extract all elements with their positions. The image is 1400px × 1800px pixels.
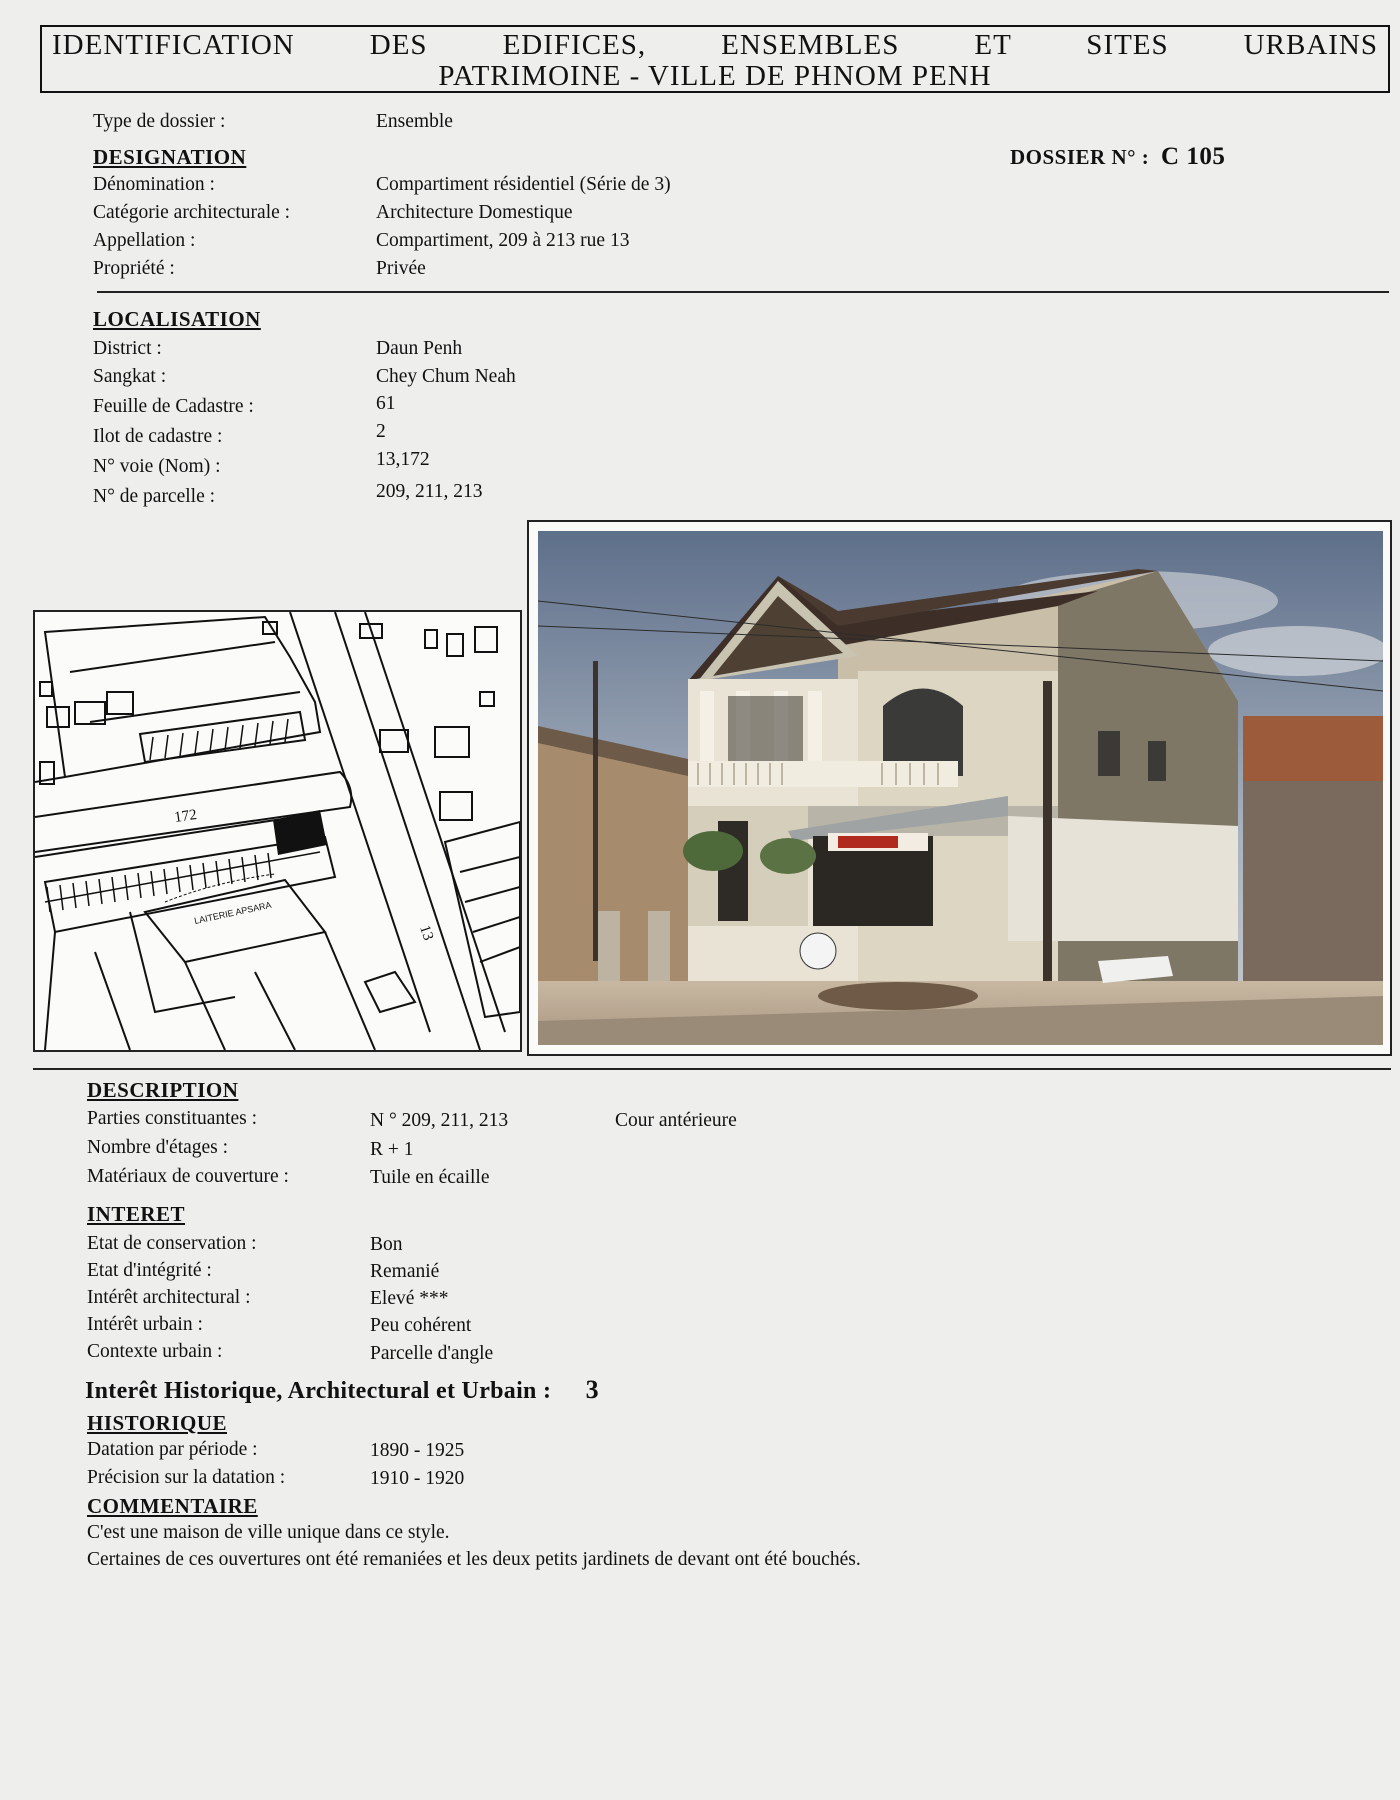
divider-1 (97, 291, 1389, 293)
title-box (40, 25, 1390, 93)
localisation-value-4: 13,172 (376, 449, 430, 470)
designation-label-1: Catégorie architecturale : (93, 202, 291, 223)
localisation-value-1: Chey Chum Neah (376, 366, 516, 387)
commentaire-heading: COMMENTAIRE (87, 1494, 258, 1518)
interet-summary (85, 1375, 599, 1405)
interet-value-1: Remanié (370, 1261, 440, 1282)
dossier-number-label: DOSSIER N° : (1010, 145, 1150, 169)
cadastral-map (35, 612, 520, 1050)
localisation-label-5: N° de parcelle : (93, 486, 216, 507)
map-street-13: 13 (416, 923, 437, 943)
localisation-heading: LOCALISATION (93, 307, 261, 331)
description-label-2: Matériaux de couverture : (87, 1166, 289, 1187)
building-photo (538, 531, 1383, 1045)
historique-value-1: 1910 - 1920 (370, 1468, 465, 1489)
localisation-value-0: Daun Penh (376, 338, 463, 359)
type-dossier-value: Ensemble (376, 111, 453, 132)
type-dossier-label: Type de dossier : (93, 111, 226, 132)
designation-value-0: Compartiment résidentiel (Série de 3) (376, 174, 671, 195)
divider-2 (33, 1068, 1391, 1070)
interet-heading: INTERET (87, 1202, 186, 1226)
description-value-0: N ° 209, 211, 213 (370, 1110, 509, 1131)
description-value-1: R + 1 (370, 1139, 414, 1160)
historique-heading: HISTORIQUE (87, 1411, 227, 1435)
description-label-1: Nombre d'étages : (87, 1137, 229, 1158)
map-street-172: 172 (173, 806, 198, 826)
designation-label-0: Dénomination : (93, 174, 215, 195)
designation-label-3: Propriété : (93, 258, 175, 279)
commentaire-line-1: Certaines de ces ouvertures ont été remaniées et les deux petits jardinets de devant ont été bouchés. (87, 1549, 861, 1570)
interet-value-2: Elevé *** (370, 1288, 449, 1309)
designation-heading: DESIGNATION (93, 145, 247, 169)
interet-label-2: Intérêt architectural : (87, 1287, 251, 1308)
interet-label-3: Intérêt urbain : (87, 1314, 203, 1335)
localisation-value-3: 2 (376, 421, 386, 442)
designation-value-2: Compartiment, 209 à 213 rue 13 (376, 230, 630, 251)
localisation-value-2: 61 (376, 393, 396, 414)
description-label-0: Parties constituantes : (87, 1108, 258, 1129)
map-text-laiterie: LAITERIE APSARA (193, 899, 273, 926)
historique-value-0: 1890 - 1925 (370, 1440, 465, 1461)
dossier-number (1010, 143, 1225, 171)
interet-value-3: Peu cohérent (370, 1315, 472, 1336)
interet-summary-value: 3 (585, 1375, 599, 1404)
localisation-label-2: Feuille de Cadastre : (93, 396, 254, 417)
localisation-label-4: N° voie (Nom) : (93, 456, 221, 477)
localisation-label-1: Sangkat : (93, 366, 167, 387)
dossier-number-value: C 105 (1161, 143, 1226, 170)
historique-label-0: Datation par période : (87, 1439, 258, 1460)
building-photo-frame (527, 520, 1392, 1056)
commentaire-line-0: C'est une maison de ville unique dans ce style. (87, 1522, 450, 1543)
designation-label-2: Appellation : (93, 230, 196, 251)
interet-value-0: Bon (370, 1234, 403, 1255)
title-line-2: PATRIMOINE - VILLE DE PHNOM PENH (438, 60, 992, 92)
interet-value-4: Parcelle d'angle (370, 1343, 494, 1364)
localisation-value-5: 209, 211, 213 (376, 481, 483, 502)
localisation-label-3: Ilot de cadastre : (93, 426, 223, 447)
interet-summary-label: Interêt Historique, Architectural et Urbain : (85, 1378, 552, 1404)
localisation-label-0: District : (93, 338, 162, 359)
interet-label-1: Etat d'intégrité : (87, 1260, 212, 1281)
cadastral-map-frame (33, 610, 522, 1052)
interet-label-0: Etat de conservation : (87, 1233, 257, 1254)
interet-label-4: Contexte urbain : (87, 1341, 223, 1362)
title-line-1: IDENTIFICATION DES EDIFICES, ENSEMBLES ET SITES URBAINS (52, 29, 1378, 61)
description-value-2: Tuile en écaille (370, 1167, 490, 1188)
description-extra-0: Cour antérieure (615, 1110, 737, 1131)
description-heading: DESCRIPTION (87, 1078, 239, 1102)
designation-value-3: Privée (376, 258, 426, 279)
historique-label-1: Précision sur la datation : (87, 1467, 286, 1488)
designation-value-1: Architecture Domestique (376, 202, 573, 223)
